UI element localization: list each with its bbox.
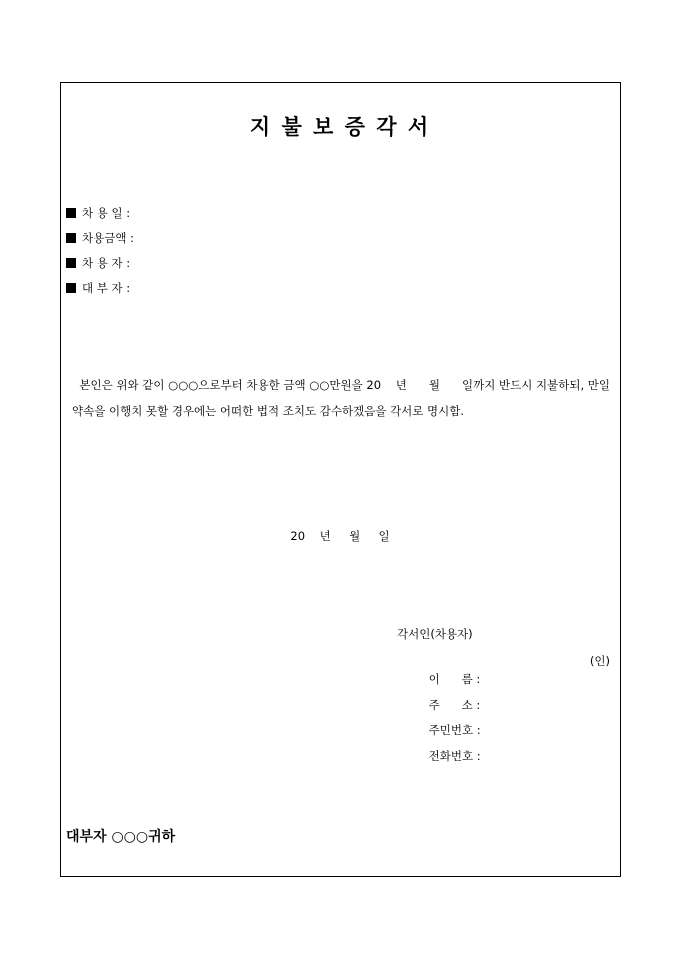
field-borrower xyxy=(66,250,134,275)
signer-heading: 각서인(차용자) xyxy=(397,627,473,641)
seal-mark: (인) xyxy=(589,654,610,668)
field-label: 차 용 자 : xyxy=(82,255,131,270)
date-line: 20 년 월 일 xyxy=(290,529,390,543)
field-label: 대 부 자 : xyxy=(82,280,131,295)
signer-phone-row xyxy=(397,726,481,763)
square-bullet-icon xyxy=(66,258,76,268)
document-title: 지 불 보 증 각 서 xyxy=(249,114,431,139)
signer-id-number-row xyxy=(397,697,481,737)
document-frame xyxy=(60,82,621,877)
loan-info-fields xyxy=(66,200,134,300)
square-bullet-icon xyxy=(66,283,76,293)
signer-label: 주민번호 : xyxy=(428,723,481,737)
field-label: 차 용 일 : xyxy=(82,205,131,220)
square-bullet-icon xyxy=(66,208,76,218)
field-label: 차용금액 : xyxy=(82,230,134,245)
signer-block xyxy=(397,624,481,763)
recipient-line: 대부자 ○○○귀하 xyxy=(66,829,176,845)
signer-label: 이 름 : xyxy=(428,672,481,686)
pledge-body-text: 본인은 위와 같이 ○○○으로부터 차용한 금액 ○○만원을 20 년 월 일까지 반드시 지불하되, 만일 약속을 이행치 못할 경우에는 어떠한 법적 조치도 감수하겠음을 각서로 명시함. xyxy=(72,378,614,418)
square-bullet-icon xyxy=(66,233,76,243)
signer-label: 전화번호 : xyxy=(428,748,481,763)
field-loan-amount xyxy=(66,225,134,250)
signer-address-row xyxy=(397,675,481,712)
field-lender xyxy=(66,275,134,300)
signer-label: 주 소 : xyxy=(428,697,481,712)
field-loan-date xyxy=(66,200,134,225)
